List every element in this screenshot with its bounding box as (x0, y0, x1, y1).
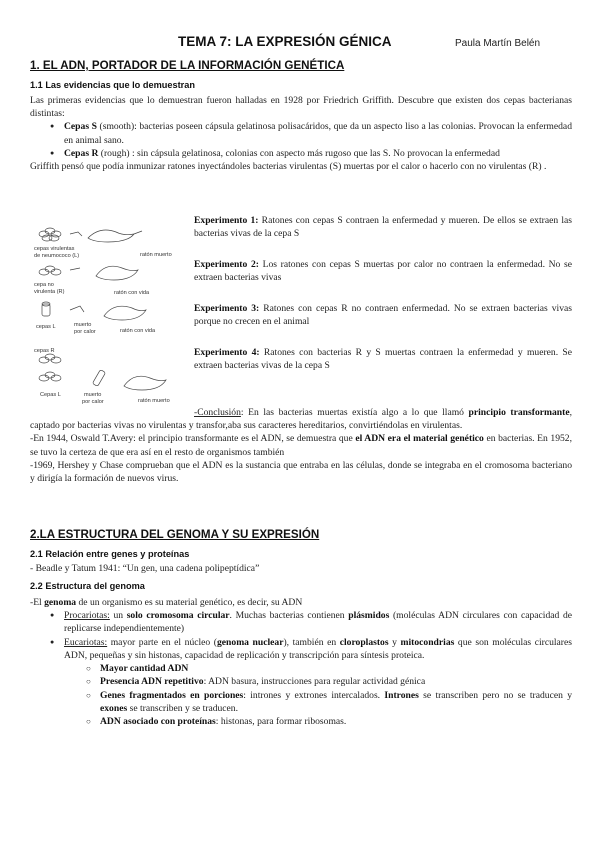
list-item: ● Procariotas: un solo cromosoma circular. Muchas bacterias contienen plásmidos (moléculas ADN circulares con capacidad de replicarse independientemente) (30, 609, 572, 635)
document-title: TEMA 7: LA EXPRESIÓN GÉNICA (178, 34, 392, 49)
mouse-icon (96, 266, 138, 280)
experiment-4-paragraph: Experimento 4: Ratones con bacterias R y S muertas contraen la enfermedad y mueren. Se extraen bacterias vivas de la cepa S (194, 347, 572, 372)
figure-label: cepas virulentas (34, 246, 75, 252)
figure-label: ratón muerto (138, 398, 170, 404)
figure-label: de neumococo (L) (34, 253, 80, 259)
griffith-paragraph: Griffith pensó que podía inmunizar ratones inyectándoles bacterias virulentas (S) muertas por el calor o hacerlo con no virulentas (R) . (30, 161, 547, 173)
syringe-icon (70, 268, 80, 270)
figure-label: virulenta (R) (34, 289, 65, 295)
mouse-icon (104, 306, 146, 320)
figure-label: cepa no (34, 282, 54, 288)
beadle-tatum-line: - Beadle y Tatum 1941: “Un gen, una cadena polipeptídica” (30, 563, 260, 574)
figure-label: cepas R (34, 348, 55, 354)
bacteria-tube-icon (42, 302, 50, 316)
list-item: ○ Mayor cantidad ADN (30, 662, 572, 675)
list-item: ○ ADN asociado con proteínas: histonas, para formar ribosomas. (30, 715, 572, 728)
conclusion-block (30, 406, 572, 485)
hershey-chase-paragraph: -1969, Hershey y Chase comprueban que el ADN es la sustancia que entraba en las células, donde se integraba en el cromosoma bacteriano y dirigía la formación de nuevos virus. (30, 459, 572, 485)
figure-label: muerto (74, 322, 92, 328)
list-item: ● Eucariotas: mayor parte en el núcleo (genoma nuclear), también en cloroplastos y mitocondrias que son moléculas circulares ADN, pequeñas y sin histonas, capacidad de replicación y transcripción para síntesis proteica. (30, 636, 572, 662)
figure-label: ratón con vida (114, 290, 150, 296)
figure-label: ratón con vida (120, 328, 156, 334)
figure-label: por calor (82, 399, 104, 405)
list-item: ● Cepas R (rough) : sin cápsula gelatinosa, colonias con aspecto más rugoso que las S. No provocan la enfermedad (30, 147, 572, 160)
section-1-heading: 1. EL ADN, PORTADOR DE LA INFORMACIÓN GENÉTICA (30, 59, 345, 72)
figure-label: ratón muerto (140, 252, 172, 258)
intro-paragraph: Las primeras evidencias que lo demuestran fueron halladas en 1928 por Friedrich Griffith. Descubre que existen dos cepas bacterianas distintas: (30, 95, 572, 120)
section-1-intro-block (30, 94, 572, 173)
genome-definition: -El genoma de un organismo es su material genético, es decir, su ADN (30, 597, 303, 608)
organism-type-list (30, 609, 572, 728)
experiment-1-paragraph: Experimento 1: Ratones con cepas S contraen la enfermedad y mueren. De ellos se extraen las bacterias vivas de la cepa S (194, 215, 572, 240)
bacteria-tube-icon (39, 266, 61, 275)
section-2-heading: 2.LA ESTRUCTURA DEL GENOMA Y SU EXPRESIÓN (30, 528, 320, 541)
bacteria-tube-icon (39, 354, 61, 381)
syringe-icon (70, 306, 84, 312)
syringe-icon (70, 232, 82, 236)
mouse-icon (124, 376, 166, 390)
author-name: Paula Martín Belén (455, 38, 541, 49)
syringe-icon (92, 370, 105, 387)
genome-structure-block (30, 596, 572, 728)
subsection-2-1-heading: 2.1 Relación entre genes y proteínas (30, 549, 190, 559)
subsection-1-1-heading: 1.1 Las evidencias que lo demuestran (30, 80, 195, 90)
strain-list (30, 120, 572, 160)
bacteria-tube-icon (39, 228, 61, 241)
griffith-experiment-figure (30, 220, 192, 410)
figure-label: Cepas L (40, 392, 61, 398)
list-item: ● Cepas S (smooth): bacterias poseen cápsula gelatinosa polisacáridos, que da un aspecto liso a las colonias. Provocan la enfermedad en animal sano. (30, 120, 572, 146)
experiment-2-paragraph: Experimento 2: Los ratones con cepas S muertas por calor no contraen la enfermedad. No se extraen bacterias vivas (194, 259, 572, 284)
conclusion-paragraph: -Conclusión: En las bacterias muertas existía algo a lo que llamó principio transformante, captado por bacterias vivas no virulentas y transfor,aba sus caracteres hereditarios, convirtiéndolas en virulentas. (30, 407, 572, 432)
avery-paragraph: -En 1944, Oswald T.Avery: el principio transformante es el ADN, se demuestra que el ADN era el material genético en bacterias. En 1952, se tuvo la certeza de que era así en el resto de organismos también (30, 433, 572, 458)
figure-label: por calor (74, 329, 96, 335)
list-item: ○ Genes fragmentados en porciones: intrones y extrones intercalados. Intrones se transcriben pero no se traducen y exones se transcriben y se traducen. (30, 689, 572, 715)
list-item: ○ Presencia ADN repetitivo: ADN basura, instrucciones para regular actividad génica (30, 675, 572, 688)
figure-label: muerto (84, 392, 102, 398)
experiment-3-paragraph: Experimento 3: Ratones con cepas R no contraen enfermedad. No se extraen bacterias vivas porque no crecen en el animal (194, 303, 572, 328)
figure-label: cepas L (36, 324, 56, 330)
subsection-2-2-heading: 2.2 Estructura del genoma (30, 581, 145, 591)
mouse-icon (88, 230, 134, 242)
